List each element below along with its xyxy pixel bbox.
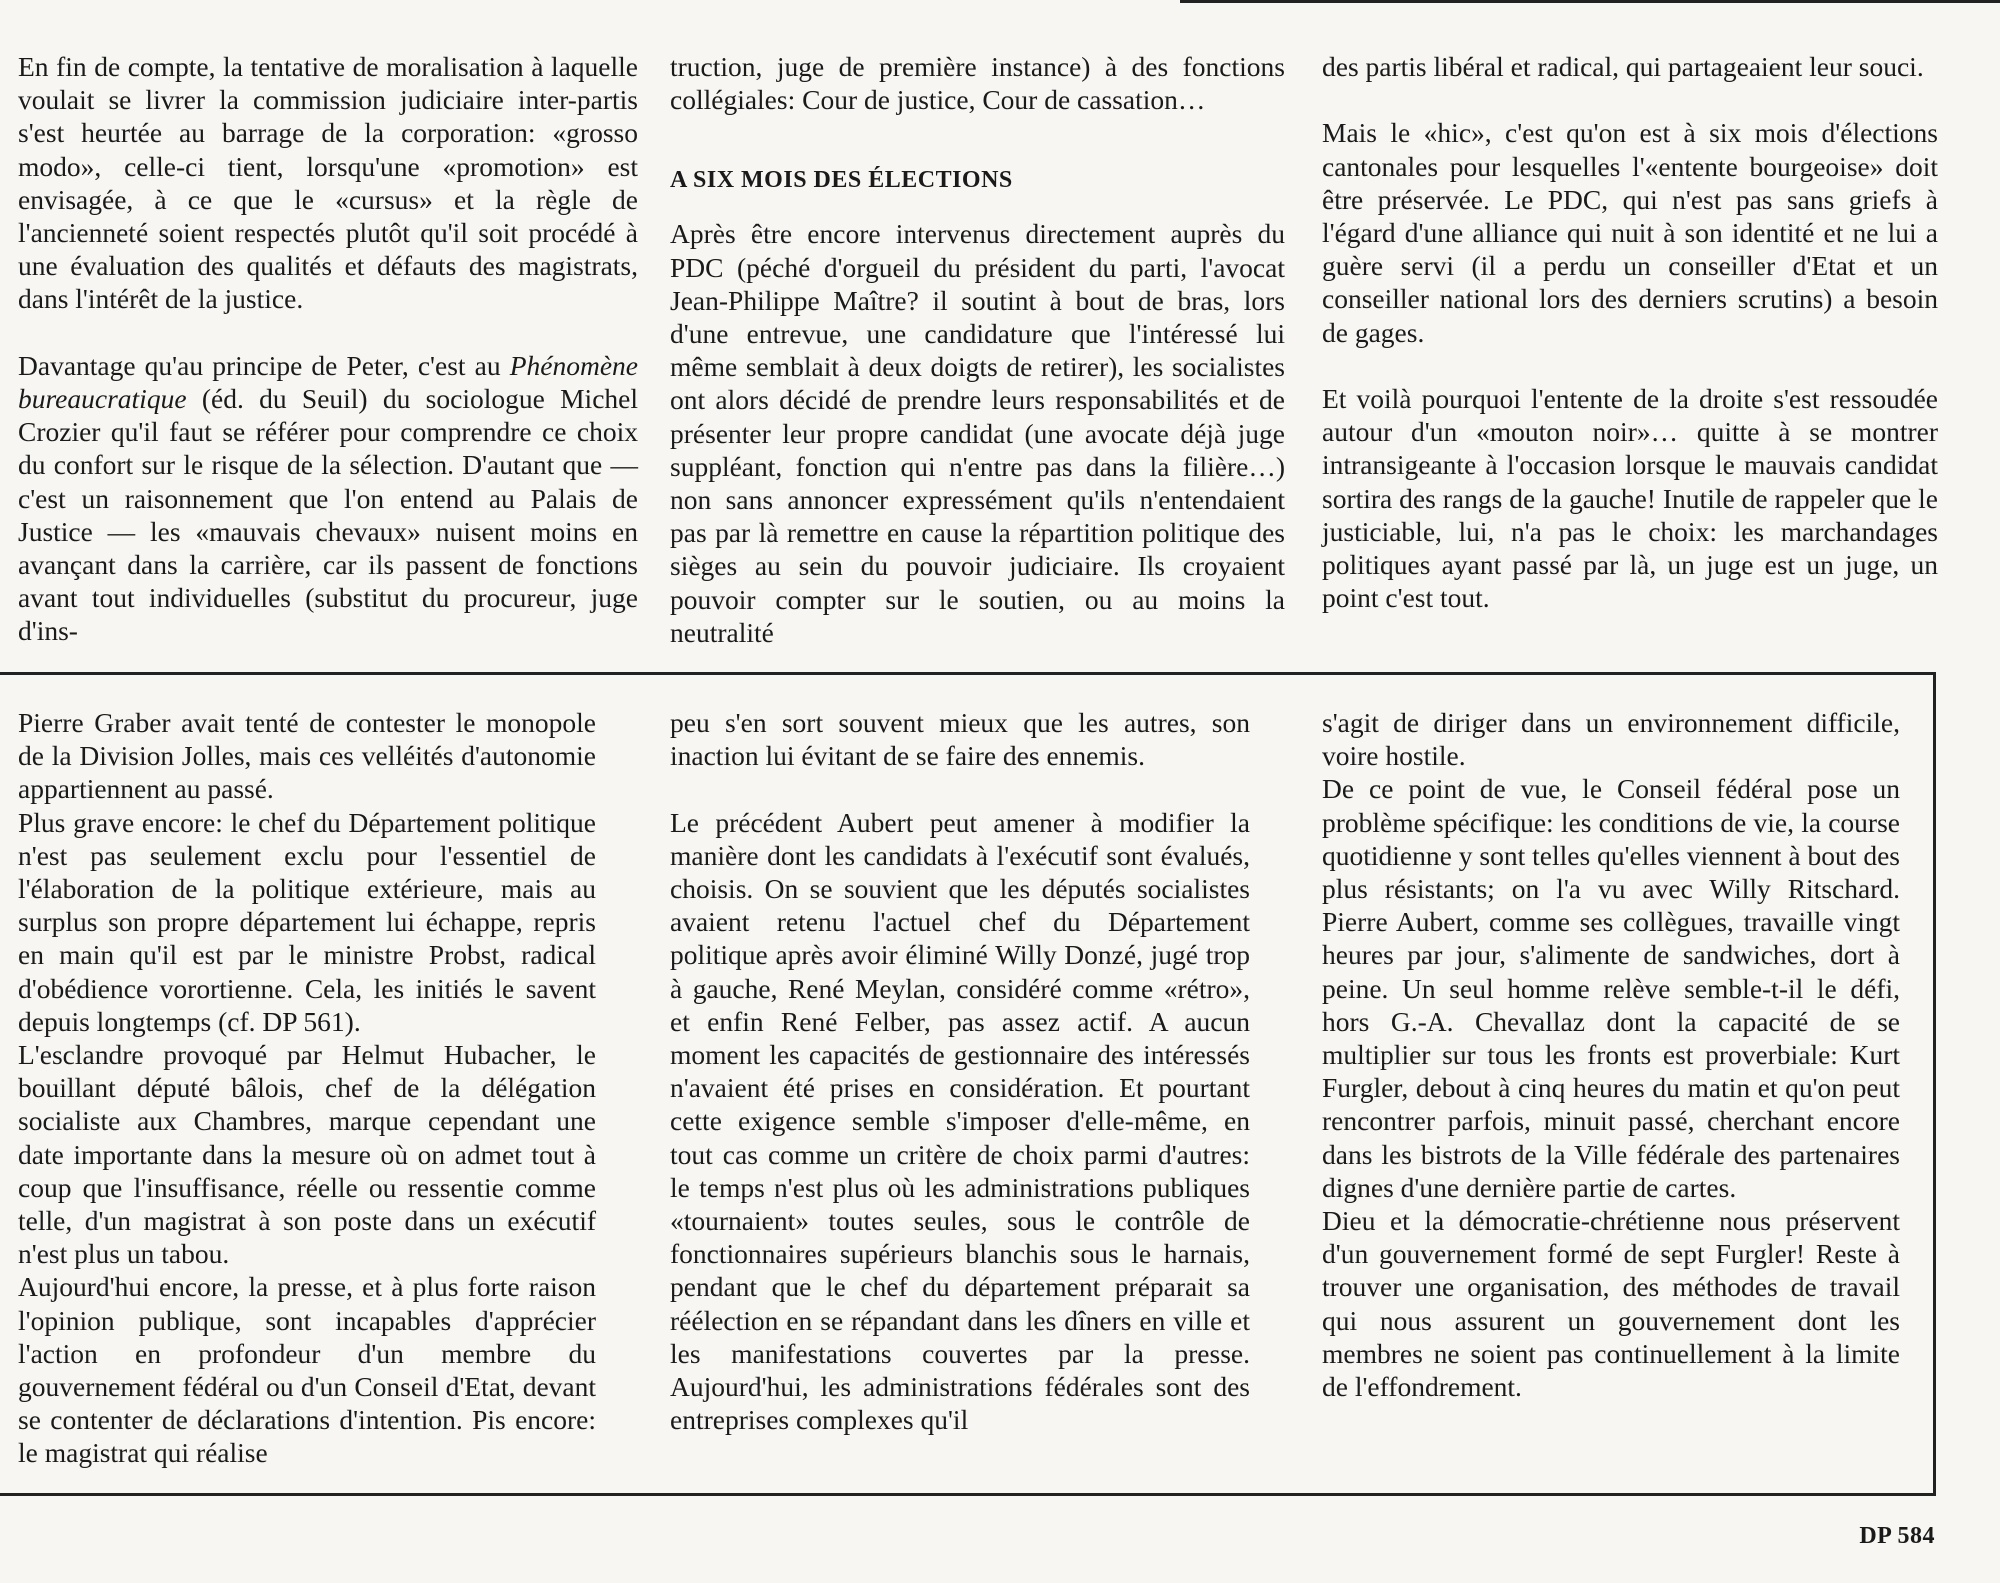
- paragraph: Dieu et la démocratie-chrétienne nous préservent d'un gouvernement formé de sept Furgler! Reste à trouver une organisation, des méthodes de travail qui nous assurent un gouvernement dont les membres ne soient pas continuellement à la limite de l'effondrement.: [1322, 1205, 1900, 1403]
- paragraph: s'agit de diriger dans un environnement difficile, voire hostile.: [1322, 707, 1900, 772]
- paragraph: De ce point de vue, le Conseil fédéral pose un problème spécifique: les conditions de vie, la course quotidienne y sont telles qu'elles viennent à bout des plus résistants; on l'a vu avec Willy Ritschard. Pierre Aubert, comme ses collègues, travaille vingt heures par jour, s'alimente de sandwiches, dort à peine. Un seul homme relève semble-t-il le défi, hors G.-A. Chevallaz dont la capacité de se multiplier sur tous les fronts est proverbiale: Kurt Furgler, debout à cinq heures du matin et qu'on peut rencontrer parfois, minuit passé, cherchant encore dans les bistrots de la Ville fédérale des partenaires dignes d'une dernière partie de cartes.: [1322, 773, 1900, 1203]
- paragraph: Après être encore intervenus directement auprès du PDC (péché d'orgueil du président du parti, l'avocat Jean-Philippe Maître? il soutint à bout de bras, lors d'une entrevue, une candidature que l'intéressé lui même semblait à deux doigts de retirer), les socialistes ont alors décidé de prendre leurs responsabilités et de présenter leur propre candidat (une avocate déjà juge suppléant, fonction qui n'entre pas dans la filière…) non sans annoncer expressément qu'ils n'entendaient pas par là remettre en cause la répartition politique des sièges au sein du pouvoir judiciaire. Ils croyaient pouvoir compter sur le soutien, ou au moins la neutralité: [670, 218, 1285, 648]
- article-column-2: [670, 50, 1285, 649]
- paragraph: Mais le «hic», c'est qu'on est à six mois d'élections cantonales pour lesquelles l'«entente bourgeoise» doit être préservée. Le PDC, qui n'est pas sans griefs à l'égard d'une alliance qui nuit à son identité et ne lui a guère servi (il a perdu un conseiller d'Etat et un conseiller national lors des derniers scrutins) a besoin de gages.: [1322, 117, 1938, 348]
- paragraph-text: (éd. du Seuil) du sociologue Michel Crozier qu'il faut se référer pour comprendre ce choix du confort sur le risque de la sélection. D'autant que — c'est un raisonnement que l'on entend au Palais de Justice — les «mauvais chevaux» nuisent moins en avançant dans la carrière, car ils passent de fonctions avant tout individuelles (substitut du procureur, juge d'ins-: [18, 383, 638, 647]
- paragraph: [18, 349, 638, 648]
- box-column-1: [18, 706, 596, 1470]
- box-column-2: [670, 706, 1250, 1436]
- article-column-1: [18, 50, 638, 648]
- paragraph-text: Davantage qu'au principe de Peter, c'est au: [18, 349, 510, 381]
- paragraph: L'esclandre provoqué par Helmut Hubacher, le bouillant député bâlois, chef de la délégation socialiste aux Chambres, marque cependant une date importante dans la mesure où on admet tout à coup que l'insuffisance, réelle ou ressentie comme telle, d'un magistrat à son poste dans un exécutif n'est plus un tabou.: [18, 1039, 596, 1270]
- paragraph: Pierre Graber avait tenté de contester le monopole de la Division Jolles, mais ces velléités d'autonomie appartiennent au passé.: [18, 707, 596, 805]
- top-rule: [1180, 0, 2000, 3]
- paragraph: Aujourd'hui encore, la presse, et à plus forte raison l'opinion publique, sont incapables d'apprécier l'action en profondeur d'un membre du gouvernement fédéral ou d'un Conseil d'Etat, devant se contenter de déclarations d'intention. Pis encore: le magistrat qui réalise: [18, 1271, 596, 1469]
- book-title: Phénomène bureaucratique: [18, 349, 638, 415]
- paragraph: En fin de compte, la tentative de moralisation à laquelle voulait se livrer la commission judiciaire inter-partis s'est heurtée au barrage de la corporation: «grosso modo», celle-ci tient, lorsqu'une «promotion» est envisagée, à ce que le «cursus» et la règle de l'ancienneté soient respectés plutôt qu'il soit procédé à une évaluation des qualités et défauts des magistrats, dans l'intérêt de la justice.: [18, 51, 638, 315]
- paragraph: peu s'en sort souvent mieux que les autres, son inaction lui évitant de se faire des ennemis.: [670, 707, 1250, 772]
- paragraph: Plus grave encore: le chef du Département politique n'est pas seulement exclu pour l'essentiel de l'élaboration de la politique extérieure, mais au surplus son propre département lui échappe, repris en main qu'il est par le ministre Probst, radical d'obédience vorortienne. Cela, les initiés le savent depuis longtemps (cf. DP 561).: [18, 806, 596, 1037]
- section-heading: A SIX MOIS DES ÉLECTIONS: [670, 167, 1013, 194]
- paragraph: des partis libéral et radical, qui partageaient leur souci.: [1322, 51, 1924, 82]
- box-column-3: [1322, 706, 1900, 1403]
- page-number: DP 584: [1859, 1523, 1935, 1549]
- paragraph: Le précédent Aubert peut amener à modifier la manière dont les candidats à l'exécutif sont évalués, choisis. On se souvient que les députés socialistes avaient retenu l'actuel chef du Département politique après avoir éliminé Willy Donzé, jugé trop à gauche, René Meylan, considéré comme «rétro», et enfin René Felber, pas assez actif. A aucun moment les capacités de gestionnaire des intéressés n'avaient été prises en considération. Et pourtant cette exigence semble s'imposer d'elle-même, en tout cas comme un critère de choix parmi d'autres: le temps n'est plus où les administrations publiques «tournaient» toutes seules, sous le contrôle de fonctionnaires supérieurs blanchis sous le harnais, pendant que le chef du département préparait sa réélection en se répandant dans les dîners en ville et les manifestations couvertes par la presse. Aujourd'hui, les administrations fédérales sont des entreprises complexes qu'il: [670, 806, 1250, 1436]
- article-column-3: [1322, 50, 1938, 614]
- paragraph: truction, juge de première instance) à des fonctions collégiales: Cour de justice, Cour de cassation…: [670, 51, 1285, 116]
- paragraph: Et voilà pourquoi l'entente de la droite s'est ressoudée autour d'un «mouton noir»… quitte à se montrer intransigeante à l'occasion lorsque le mauvais candidat sortira des rangs de la gauche! Inutile de rappeler que le justiciable, lui, n'a pas le choix: les marchandages politiques ayant passé par là, un juge est un juge, un point c'est tout.: [1322, 383, 1938, 614]
